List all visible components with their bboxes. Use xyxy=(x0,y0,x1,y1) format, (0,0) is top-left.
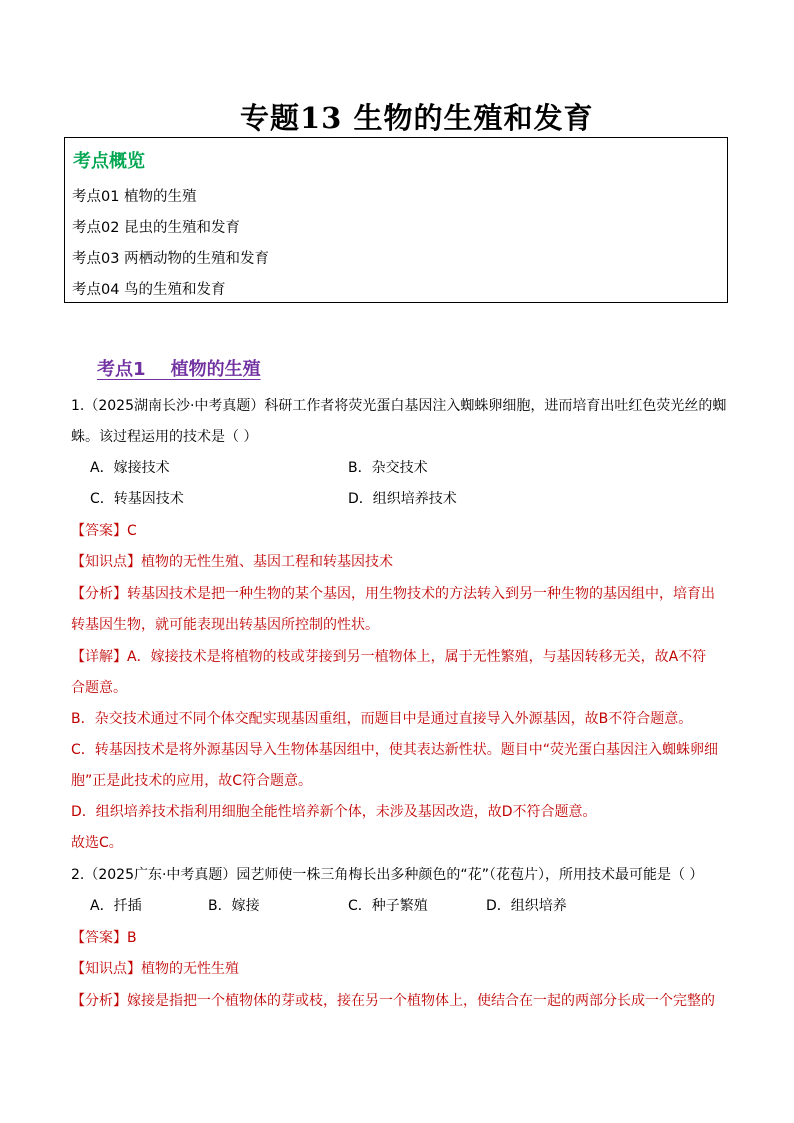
conclusion: 故选C。 xyxy=(71,835,123,851)
question-2-stem: 2.（2025广东·中考真题）园艺师使一株三角梅长出多种颜色的“花”（花苞片），所用技术最可能是（ ） xyxy=(71,867,704,883)
overview-item: 考点02 昆虫的生殖和发育 xyxy=(72,220,241,236)
answer: 【答案】C xyxy=(71,523,137,539)
knowledge-point: 【知识点】植物的无性生殖 xyxy=(71,961,239,977)
option-a: A．嫁接技术 xyxy=(90,460,170,476)
detail-d: D．组织培养技术指利用细胞全能性培养新个体，未涉及基因改造，故D不符合题意。 xyxy=(71,804,597,820)
page-title: 专题13 生物的生殖和发育 xyxy=(240,101,594,135)
overview-item: 考点03 两栖动物的生殖和发育 xyxy=(72,251,270,267)
analysis-cont: 转基因生物，就可能表现出转基因所控制的性状。 xyxy=(71,617,379,633)
option-b: B．杂交技术 xyxy=(348,460,428,476)
detail: 【详解】A．嫁接技术是将植物的枝或芽接到另一植物体上，属于无性繁殖，与基因转移无关，故A不符 xyxy=(71,649,707,665)
section-heading: 考点1 植物的生殖 xyxy=(97,359,261,380)
option-c: C．种子繁殖 xyxy=(348,898,428,914)
option-d: D．组织培养 xyxy=(486,898,567,914)
analysis: 【分析】嫁接是指把一个植物体的芽或枝，接在另一个植物体上，使结合在一起的两部分长成一个完整的 xyxy=(71,993,715,1009)
question-1-stem-cont: 蛛。该过程运用的技术是（ ） xyxy=(71,429,258,445)
overview-heading: 考点概览 xyxy=(73,151,145,172)
option-c: C．转基因技术 xyxy=(90,491,184,507)
option-a: A．扦插 xyxy=(90,898,142,914)
option-d: D．组织培养技术 xyxy=(348,491,457,507)
knowledge-point: 【知识点】植物的无性生殖、基因工程和转基因技术 xyxy=(71,554,393,570)
detail-cont: 合题意。 xyxy=(71,680,127,696)
overview-item: 考点01 植物的生殖 xyxy=(72,189,197,205)
analysis: 【分析】转基因技术是把一种生物的某个基因，用生物技术的方法转入到另一种生物的基因组中，培育出 xyxy=(71,586,715,602)
overview-item: 考点04 鸟的生殖和发育 xyxy=(72,282,226,298)
overview-box xyxy=(64,137,728,303)
detail-c: C．转基因技术是将外源基因导入生物体基因组中，使其表达新性状。题目中“荧光蛋白基因注入蜘蛛卵细 xyxy=(71,742,719,758)
answer: 【答案】B xyxy=(71,930,137,946)
option-b: B．嫁接 xyxy=(208,898,260,914)
detail-b: B．杂交技术通过不同个体交配实现基因重组，而题目中是通过直接导入外源基因，故B不符合题意。 xyxy=(71,711,693,727)
detail-c-cont: 胞”正是此技术的应用，故C符合题意。 xyxy=(71,773,313,789)
question-1-stem: 1.（2025湖南长沙·中考真题）科研工作者将荧光蛋白基因注入蜘蛛卵细胞，进而培育出吐红色荧光丝的蜘 xyxy=(71,398,727,414)
